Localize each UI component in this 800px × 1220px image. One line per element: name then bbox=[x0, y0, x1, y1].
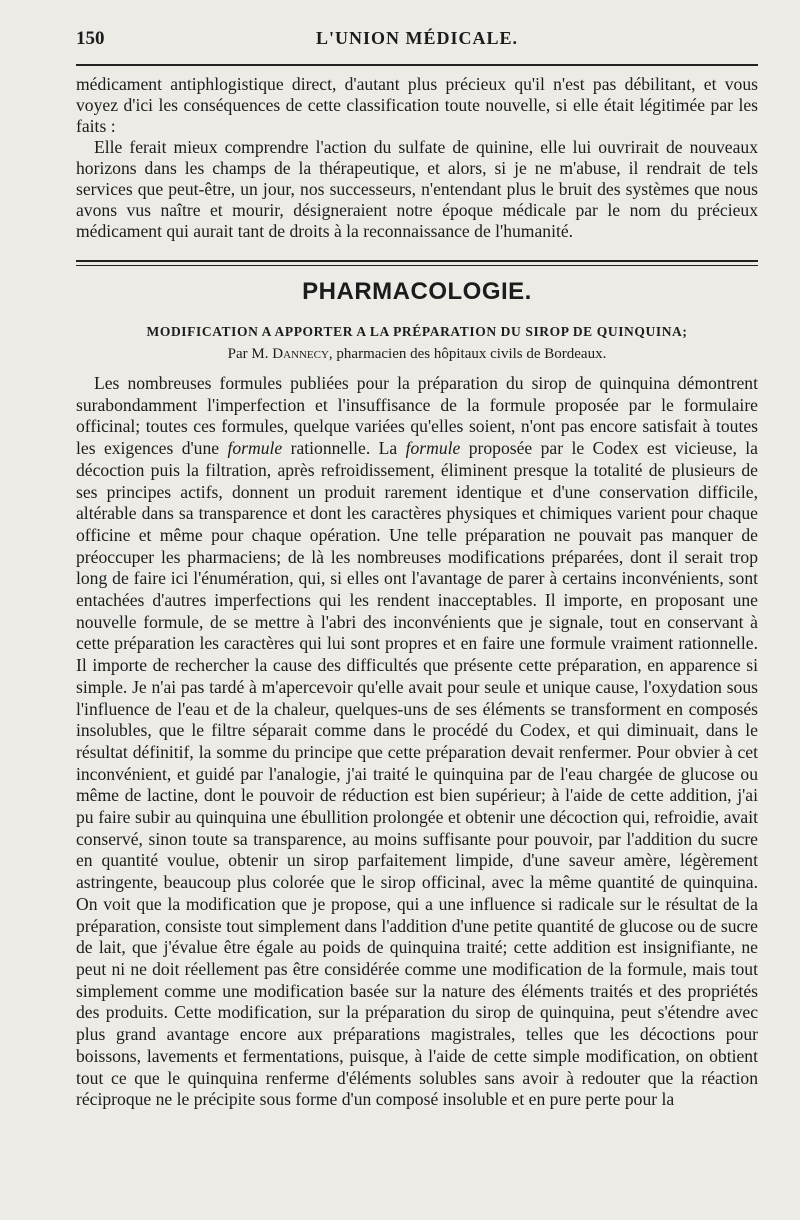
byline-rest: , pharmacien des hôpitaux civils de Bordeaux. bbox=[328, 346, 607, 362]
continuation-paragraph: Elle ferait mieux comprendre l'action du sulfate de quinine, elle lui ouvrirait de nouveaux horizons dans les champs de la thérapeutique, et alors, si je ne m'abuse, il rendrait de tels services que peut-être, un jour, nos successeurs, n'entendant plus le bruit des systèmes que nous avons vus naître et mourir, désigneraient notre époque médicale par le nom du précieux médicament qui aurait tant de droits à la reconnaissance de l'humanité. bbox=[76, 137, 758, 241]
text-run: proposée par le Codex est vicieuse, la décoction puis la filtration, après refroidissement, éliminent presque la totalité de plusieurs de ses principes actifs, donnent un produit rarement identique et d'une conservation difficile, altérable dans sa transparence et dont les caractères physiques et chimiques varient pour chaque officine et même pour chaque opération. Une telle préparation ne pouvait pas manquer de préoccuper les pharmaciens; de là les nombreuses modifications préparées, dont il serait trop long de faire ici l'énumération, qui, si elles ont l'avantage de parer à certains inconvénients, sont entachées d'autres imperfections qui les rendent inacceptables. Il importe, en proposant une nouvelle formule, de se mettre à l'abri des inconvénients que je signale, tout en conservant à cette préparation les caractères qui lui sont propres et en faire une formule vraiment rationnelle. Il importe de rechercher la cause des difficultés que présente cette préparation, en apparence si simple. Je n'ai pas tardé à m'apercevoir qu'elle avait pour seule et unique cause, l'oxydation sous l'influence de l'eau et de la chaleur, quelques-uns de ses éléments se transforment en composés insolubles, que le filtre séparait comme dans le procédé du Codex, et qui diminuait, dans le résultat définitif, la somme du principe que cette préparation devait renfermer. Pour obvier à cet inconvénient, et guidé par l'analogie, j'ai traité le quinquina par de l'eau chargée de glucose ou même de lactine, dont le pouvoir de réduction est bien supérieur; à l'aide de cette addition, j'ai pu faire subir au quinquina une ébullition prolongée et obtenir une décoction qui, refroidie, avait conservé, sinon toute sa transparence, au moins suffisante pour pouvoir, par l'addition du sucre en quantité voulue, obtenir un sirop parfaitement limpide, d'une saveur amère, légèrement astringente, beaucoup plus colorée que le sirop officinal, avec la même quantité de quinquina. On voit que la modification que je propose, qui a une influence si radicale sur le résultat de la préparation, consiste tout simplement dans l'addition d'une petite quantité de glucose ou de sucre de lait, que j'évalue être égale au poids de quinquina traité; cette addition est insignifiante, ne peut ni ne doit réellement pas être considérée comme une modification de la formule, mais tout simplement comme une modification basée sur la nature des éléments traités et des propriétés des produits. Cette modification, sur la préparation du sirop de quinquina, peut s'étendre avec plus grand avantage encore aux préparations magistrales, telles que les décoctions pour boissons, lavements et fermentations, puisque, à l'aide de cette simple modification, on obtient tout ce que le quinquina renferme d'éléments solubles sans avoir à redouter que la réaction réciproque ne le précipite sous forme d'un composé insoluble et en pure perte pour la bbox=[76, 438, 758, 1110]
header-rule bbox=[76, 64, 758, 66]
text-run: Les nombreuses formules publiées pour la préparation du sirop de quinquina démontrent surabondamment l'imperfection et l'insuffisance de la formule proposée par le formulaire officinal; toutes ces formules, quelque variées qu'elles soient, n'ont pas encore satisfait à toutes les exigences d'une bbox=[76, 373, 758, 459]
author-name: Dannecy bbox=[272, 346, 329, 362]
continuation-paragraph: médicament antiphlogistique direct, d'autant plus précieux qu'il n'est pas débilitant, et vous voyez d'ici les conséquences de cette classification toute nouvelle, si elle était légitimée par les faits : bbox=[76, 74, 758, 136]
byline bbox=[76, 346, 758, 363]
article-body bbox=[76, 373, 758, 1111]
section-divider bbox=[76, 260, 758, 266]
article-title: MODIFICATION A APPORTER A LA PRÉPARATION DU SIROP DE QUINQUINA; bbox=[146, 324, 688, 339]
italic-term: formule bbox=[227, 438, 283, 459]
byline-prefix: Par M. bbox=[227, 346, 273, 362]
page-number: 150 bbox=[76, 28, 105, 49]
italic-term: formule bbox=[405, 438, 461, 459]
running-head bbox=[76, 20, 758, 54]
running-title: L'UNION MÉDICALE. bbox=[315, 28, 519, 48]
article-paragraph bbox=[76, 373, 758, 1111]
section-title: PHARMACOLOGIE. bbox=[302, 278, 532, 305]
text-run: rationnelle. La bbox=[282, 438, 406, 459]
